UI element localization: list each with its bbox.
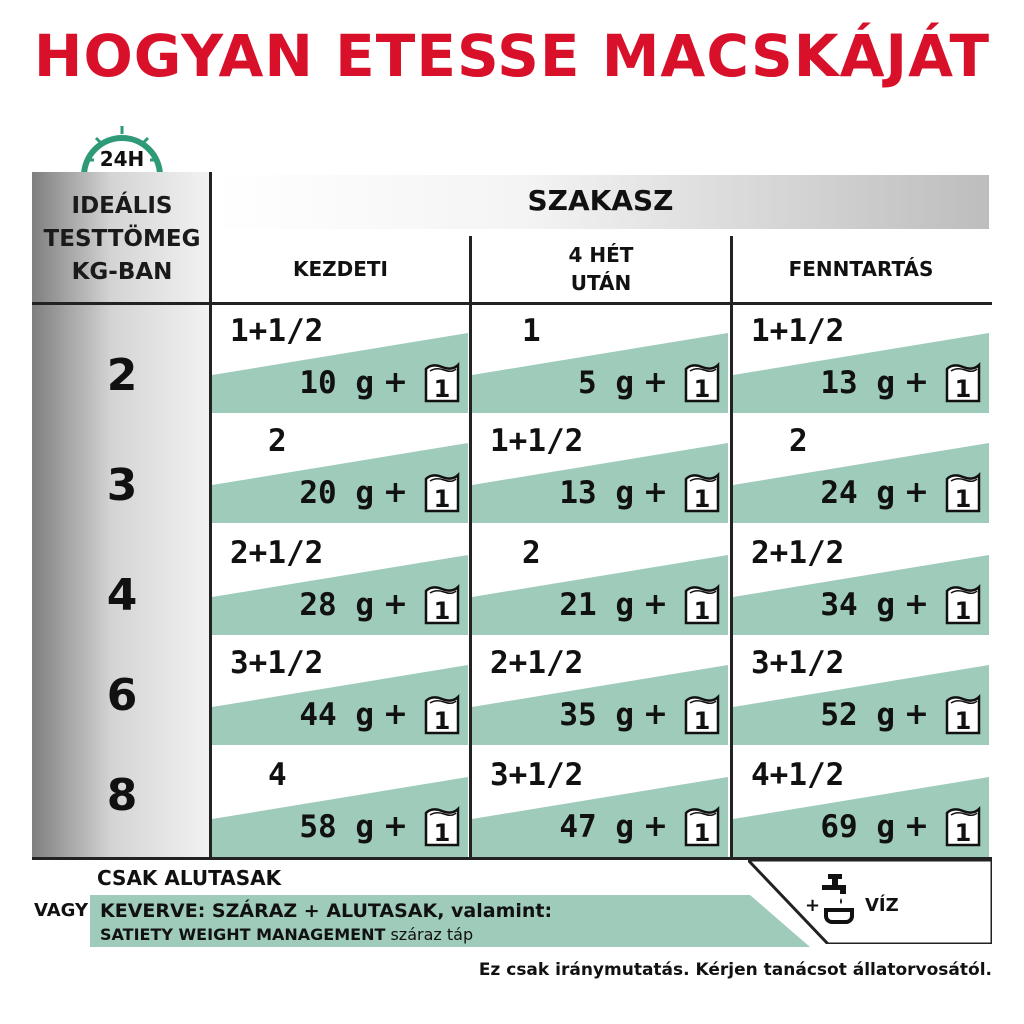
pouch-icon [943, 581, 983, 625]
column-header-maintenance [733, 236, 989, 302]
plus-sign: + [642, 475, 668, 510]
water-label: VÍZ [865, 895, 899, 916]
pouch-icon [943, 691, 983, 735]
feeding-cell [472, 305, 728, 413]
pouch-count: 1 [693, 819, 711, 847]
page-title: HOGYAN ETESSE MACSKÁJÁT [33, 22, 991, 90]
pouch-amount: 4+1/2 [751, 757, 845, 793]
weight-header-line: TESTTÖMEG [43, 226, 201, 252]
plus-sign: + [382, 587, 408, 622]
pouch-icon [422, 359, 462, 403]
pouch-icon [682, 581, 722, 625]
pouch-icon [422, 691, 462, 735]
dry-food-amount: 69 g [820, 809, 895, 845]
column-header-after-4-weeks [472, 236, 730, 302]
pouch-icon [682, 469, 722, 513]
pouch-icon [422, 581, 462, 625]
water-tap-icon [818, 872, 858, 930]
pouch-icon [943, 359, 983, 403]
feeding-cell [212, 527, 468, 635]
feeding-cell [733, 415, 989, 523]
feeding-cell [212, 415, 468, 523]
pouch-count: 1 [433, 597, 451, 625]
pouch-amount: 2+1/2 [490, 645, 584, 681]
column-header-label: KEZDETI [292, 257, 388, 281]
weight-value: 8 [106, 770, 138, 821]
pouch-amount: 3+1/2 [751, 645, 845, 681]
plus-sign: + [903, 697, 929, 732]
pouch-amount: 3+1/2 [230, 645, 324, 681]
plus-sign: + [642, 697, 668, 732]
feeding-cell [212, 637, 468, 745]
column-header-label: FENNTARTÁS [788, 257, 934, 281]
dry-food-amount: 13 g [820, 365, 895, 401]
pouch-count: 1 [433, 707, 451, 735]
pouch-amount: 2+1/2 [751, 535, 845, 571]
column-header-initial [212, 236, 469, 302]
pouch-icon [422, 803, 462, 847]
dry-food-amount: 34 g [820, 587, 895, 623]
plus-sign: + [642, 587, 668, 622]
dry-food-amount: 35 g [559, 697, 634, 733]
pouch-icon [682, 359, 722, 403]
pouch-amount: 1 [522, 313, 541, 349]
weight-value: 3 [106, 460, 138, 511]
plus-sign: + [903, 587, 929, 622]
pouch-count: 1 [954, 707, 972, 735]
pouch-count: 1 [433, 375, 451, 403]
weight-value: 6 [106, 670, 138, 721]
pouch-icon [943, 469, 983, 513]
pouch-amount: 2+1/2 [230, 535, 324, 571]
dry-food-amount: 13 g [559, 475, 634, 511]
pouch-count: 1 [693, 707, 711, 735]
water-plus: + [805, 895, 821, 916]
pouch-count: 1 [693, 485, 711, 513]
clock-label: 24H [99, 147, 145, 171]
dry-food-amount: 44 g [299, 697, 374, 733]
feeding-cell [472, 637, 728, 745]
pouch-icon [943, 803, 983, 847]
dry-food-amount: 5 g [578, 365, 634, 401]
feeding-cell [733, 749, 989, 857]
feeding-cell [472, 527, 728, 635]
dry-food-amount: 52 g [820, 697, 895, 733]
column-header-label: UTÁN [570, 271, 632, 295]
feeding-cell [472, 749, 728, 857]
pouch-count: 1 [954, 597, 972, 625]
plus-sign: + [642, 809, 668, 844]
product-type: száraz táp [385, 925, 474, 944]
pouch-icon [682, 803, 722, 847]
plus-sign: + [382, 475, 408, 510]
pouch-amount: 3+1/2 [490, 757, 584, 793]
phase-header: SZAKASZ [527, 184, 674, 217]
pouch-amount: 2 [268, 423, 287, 459]
dry-food-amount: 47 g [559, 809, 634, 845]
column-header-label: 4 HÉT [568, 243, 634, 267]
feeding-cell [212, 305, 468, 413]
weight-header-line: IDEÁLIS [71, 193, 173, 219]
pouch-count: 1 [954, 485, 972, 513]
only-pouch-label: CSAK ALUTASAK [97, 866, 282, 890]
weight-value: 4 [106, 570, 138, 621]
plus-sign: + [382, 809, 408, 844]
or-label: VAGY [34, 900, 89, 921]
product-name: SATIETY WEIGHT MANAGEMENT [100, 925, 386, 944]
dry-food-amount: 28 g [299, 587, 374, 623]
pouch-count: 1 [954, 375, 972, 403]
mixed-feeding-line: KEVERVE: SZÁRAZ + ALUTASAK, valamint: [100, 900, 553, 922]
pouch-count: 1 [433, 485, 451, 513]
pouch-count: 1 [954, 819, 972, 847]
plus-sign: + [903, 365, 929, 400]
weight-value: 2 [106, 350, 138, 401]
feeding-cell [733, 527, 989, 635]
plus-sign: + [903, 809, 929, 844]
pouch-icon [422, 469, 462, 513]
pouch-amount: 2 [522, 535, 541, 571]
disclaimer-note: Ez csak iránymutatás. Kérjen tanácsot állatorvosától. [478, 960, 992, 980]
dry-food-amount: 21 g [559, 587, 634, 623]
dry-food-amount: 58 g [299, 809, 374, 845]
pouch-icon [682, 691, 722, 735]
dry-food-amount: 24 g [820, 475, 895, 511]
weight-header [32, 190, 212, 289]
dry-food-amount: 20 g [299, 475, 374, 511]
mixed-feeding-product [100, 925, 473, 944]
weight-header-line: KG-BAN [71, 259, 173, 285]
clock-24h-icon [76, 118, 168, 180]
pouch-count: 1 [433, 819, 451, 847]
feeding-cell [733, 637, 989, 745]
feeding-cell [733, 305, 989, 413]
pouch-amount: 1+1/2 [751, 313, 845, 349]
plus-sign: + [903, 475, 929, 510]
pouch-count: 1 [693, 375, 711, 403]
feeding-cell [212, 749, 468, 857]
plus-sign: + [642, 365, 668, 400]
plus-sign: + [382, 365, 408, 400]
feeding-cell [472, 415, 728, 523]
pouch-amount: 4 [268, 757, 287, 793]
dry-food-amount: 10 g [299, 365, 374, 401]
pouch-amount: 1+1/2 [490, 423, 584, 459]
plus-sign: + [382, 697, 408, 732]
pouch-count: 1 [693, 597, 711, 625]
pouch-amount: 1+1/2 [230, 313, 324, 349]
pouch-amount: 2 [789, 423, 808, 459]
